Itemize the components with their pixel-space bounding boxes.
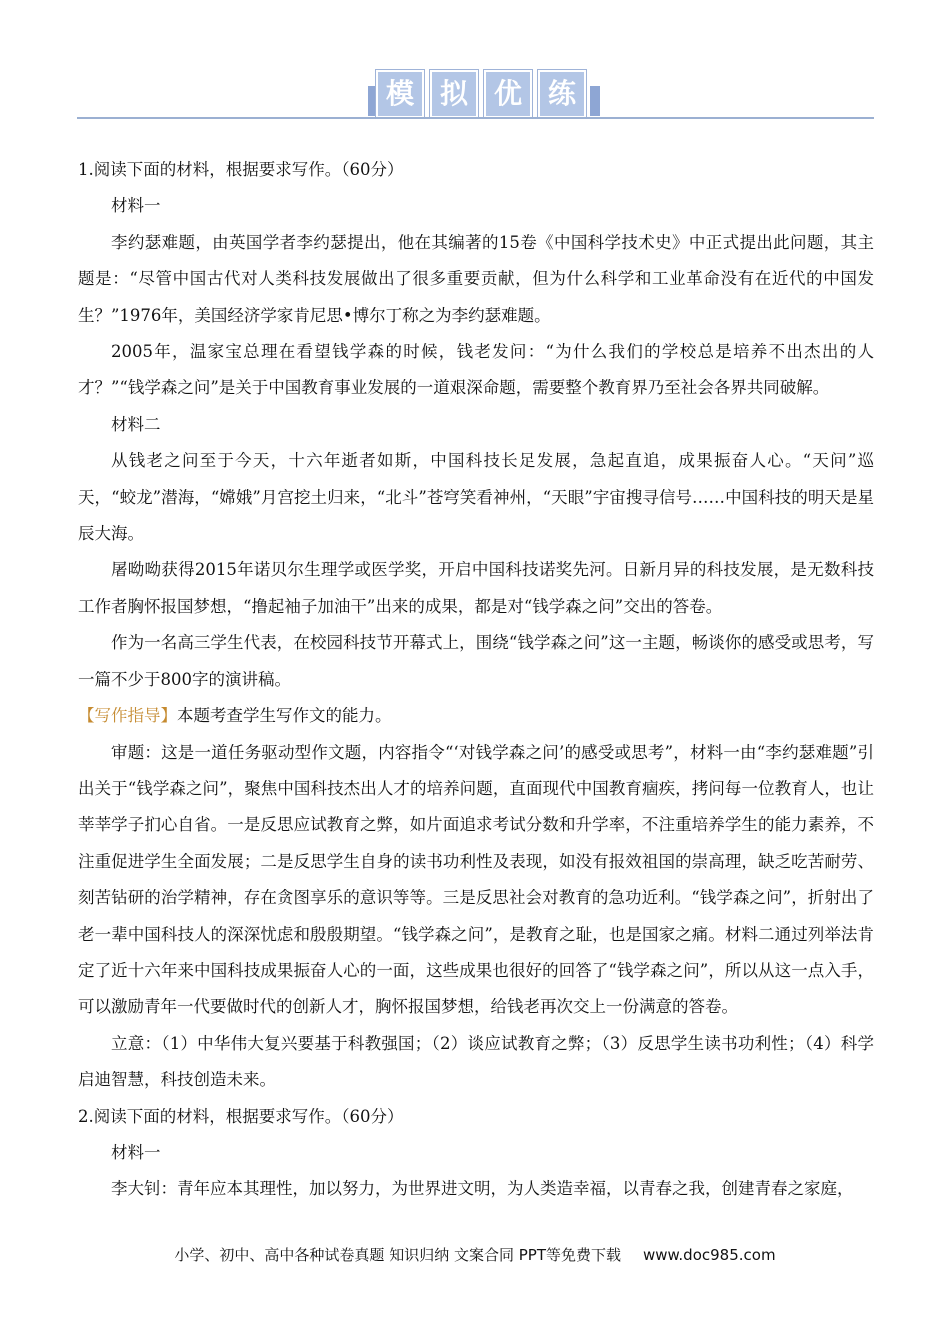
footer-text: 小学、初中、高中各种试卷真题 知识归纳 文案合同 PPT等免费下载 [174,1246,621,1264]
banner-char-3: 优 [484,70,532,118]
banner-char-2: 拟 [430,70,478,118]
q1-task: 作为一名高三学生代表，在校园科技节开幕式上，围绕“钱学森之问”这一主题，畅谈你的感受或思考，写一篇不少于800字的演讲稿。 [78,633,874,689]
banner-char-4: 练 [538,70,586,118]
q2-material1-paragraph1: 李大钊：青年应本其理性，加以努力，为世界进文明，为人类造幸福，以青春之我，创建青春之家庭， [111,1179,854,1199]
q1-material1-label: 材料一 [111,196,161,216]
q1-material1-paragraph1: 李约瑟难题，由英国学者李约瑟提出，他在其编著的15卷《中国科学技术史》中正式提出此问题，其主题是：“尽管中国古代对人类科技发展做出了很多重要贡献，但为什么科学和工业革命没有在近代的中国发生？”1976年，美国经济学家肯尼思•博尔丁称之为李约瑟难题。 [78,232,874,325]
header-rule [77,117,874,119]
q1-material2-paragraph2: 屠呦呦获得2015年诺贝尔生理学或医学奖，开启中国科技诺奖先河。日新月异的科技发展，是无数科技工作者胸怀报国梦想，“撸起袖子加油干”出来的成果，都是对“钱学森之问”交出的答卷。 [78,560,874,616]
footer-url[interactable]: www.doc985.com [642,1246,776,1264]
page-footer [0,1244,950,1265]
q1-material2-label: 材料二 [111,414,161,434]
q1-material1-paragraph2: 2005年，温家宝总理在看望钱学森的时候，钱老发问：“为什么我们的学校总是培养不出杰出的人才？”“钱学森之问”是关于中国教育事业发展的一道艰深命题，需要整个教育界乃至社会各界共同破解。 [78,342,874,398]
q1-ideas: 立意：（1）中华伟大复兴要基于科教强国；（2）谈应试教育之弊；（3）反思学生读书功利性；（4）科学启迪智慧，科技创造未来。 [78,1033,874,1090]
document-body [78,152,874,1208]
q2-material1-label: 材料一 [111,1142,161,1162]
banner-char-1: 模 [376,70,424,118]
header-banner [368,66,600,124]
banner-flag-right [590,86,600,116]
q1-material2-paragraph1: 从钱老之问至于今天，十六年逝者如斯，中国科技长足发展，急起直追，成果振奋人心。“天问”巡天，“蛟龙”潜海，“嫦娥”月宫挖土归来，“北斗”苍穹笑看神州，“天眼”宇宙搜寻信号……中国科技的明天是星辰大海。 [78,451,874,544]
writing-guide-label: 【写作指导】 [78,706,177,726]
q1-title: 1.阅读下面的材料，根据要求写作。（60分） [78,160,404,179]
q1-writing-guide [78,698,874,734]
q1-analysis: 审题：这是一道任务驱动型作文题，内容指令“‘对钱学森之问’的感受或思考”，材料一由“李约瑟难题”引出关于“钱学森之问”，聚焦中国科技杰出人才的培养问题，直面现代中国教育痼疾，拷问每一位教育人，也让莘莘学子扪心自省。一是反思应试教育之弊，如片面追求考试分数和升学率，不注重培养学生的能力素养，不注重促进学生全面发展；二是反思学生自身的读书功利性及表现，如没有报效祖国的崇高理，缺乏吃苦耐劳、刻苦钻研的治学精神，存在贪图享乐的意识等等。三是反思社会对教育的急功近利。“钱学森之问”，折射出了老一辈中国科技人的深深忧虑和殷殷期望。“钱学森之问”，是教育之耻，也是国家之痛。材料二通过列举法肯定了近十六年来中国科技成果振奋人心的一面，这些成果也很好的回答了“钱学森之问”，所以从这一点入手，可以激励青年一代要做时代的创新人才，胸怀报国梦想，给钱老再次交上一份满意的答卷。 [78,742,874,1017]
writing-guide-text: 本题考查学生写作文的能力。 [177,706,392,726]
q2-title: 2.阅读下面的材料，根据要求写作。（60分） [78,1106,404,1126]
